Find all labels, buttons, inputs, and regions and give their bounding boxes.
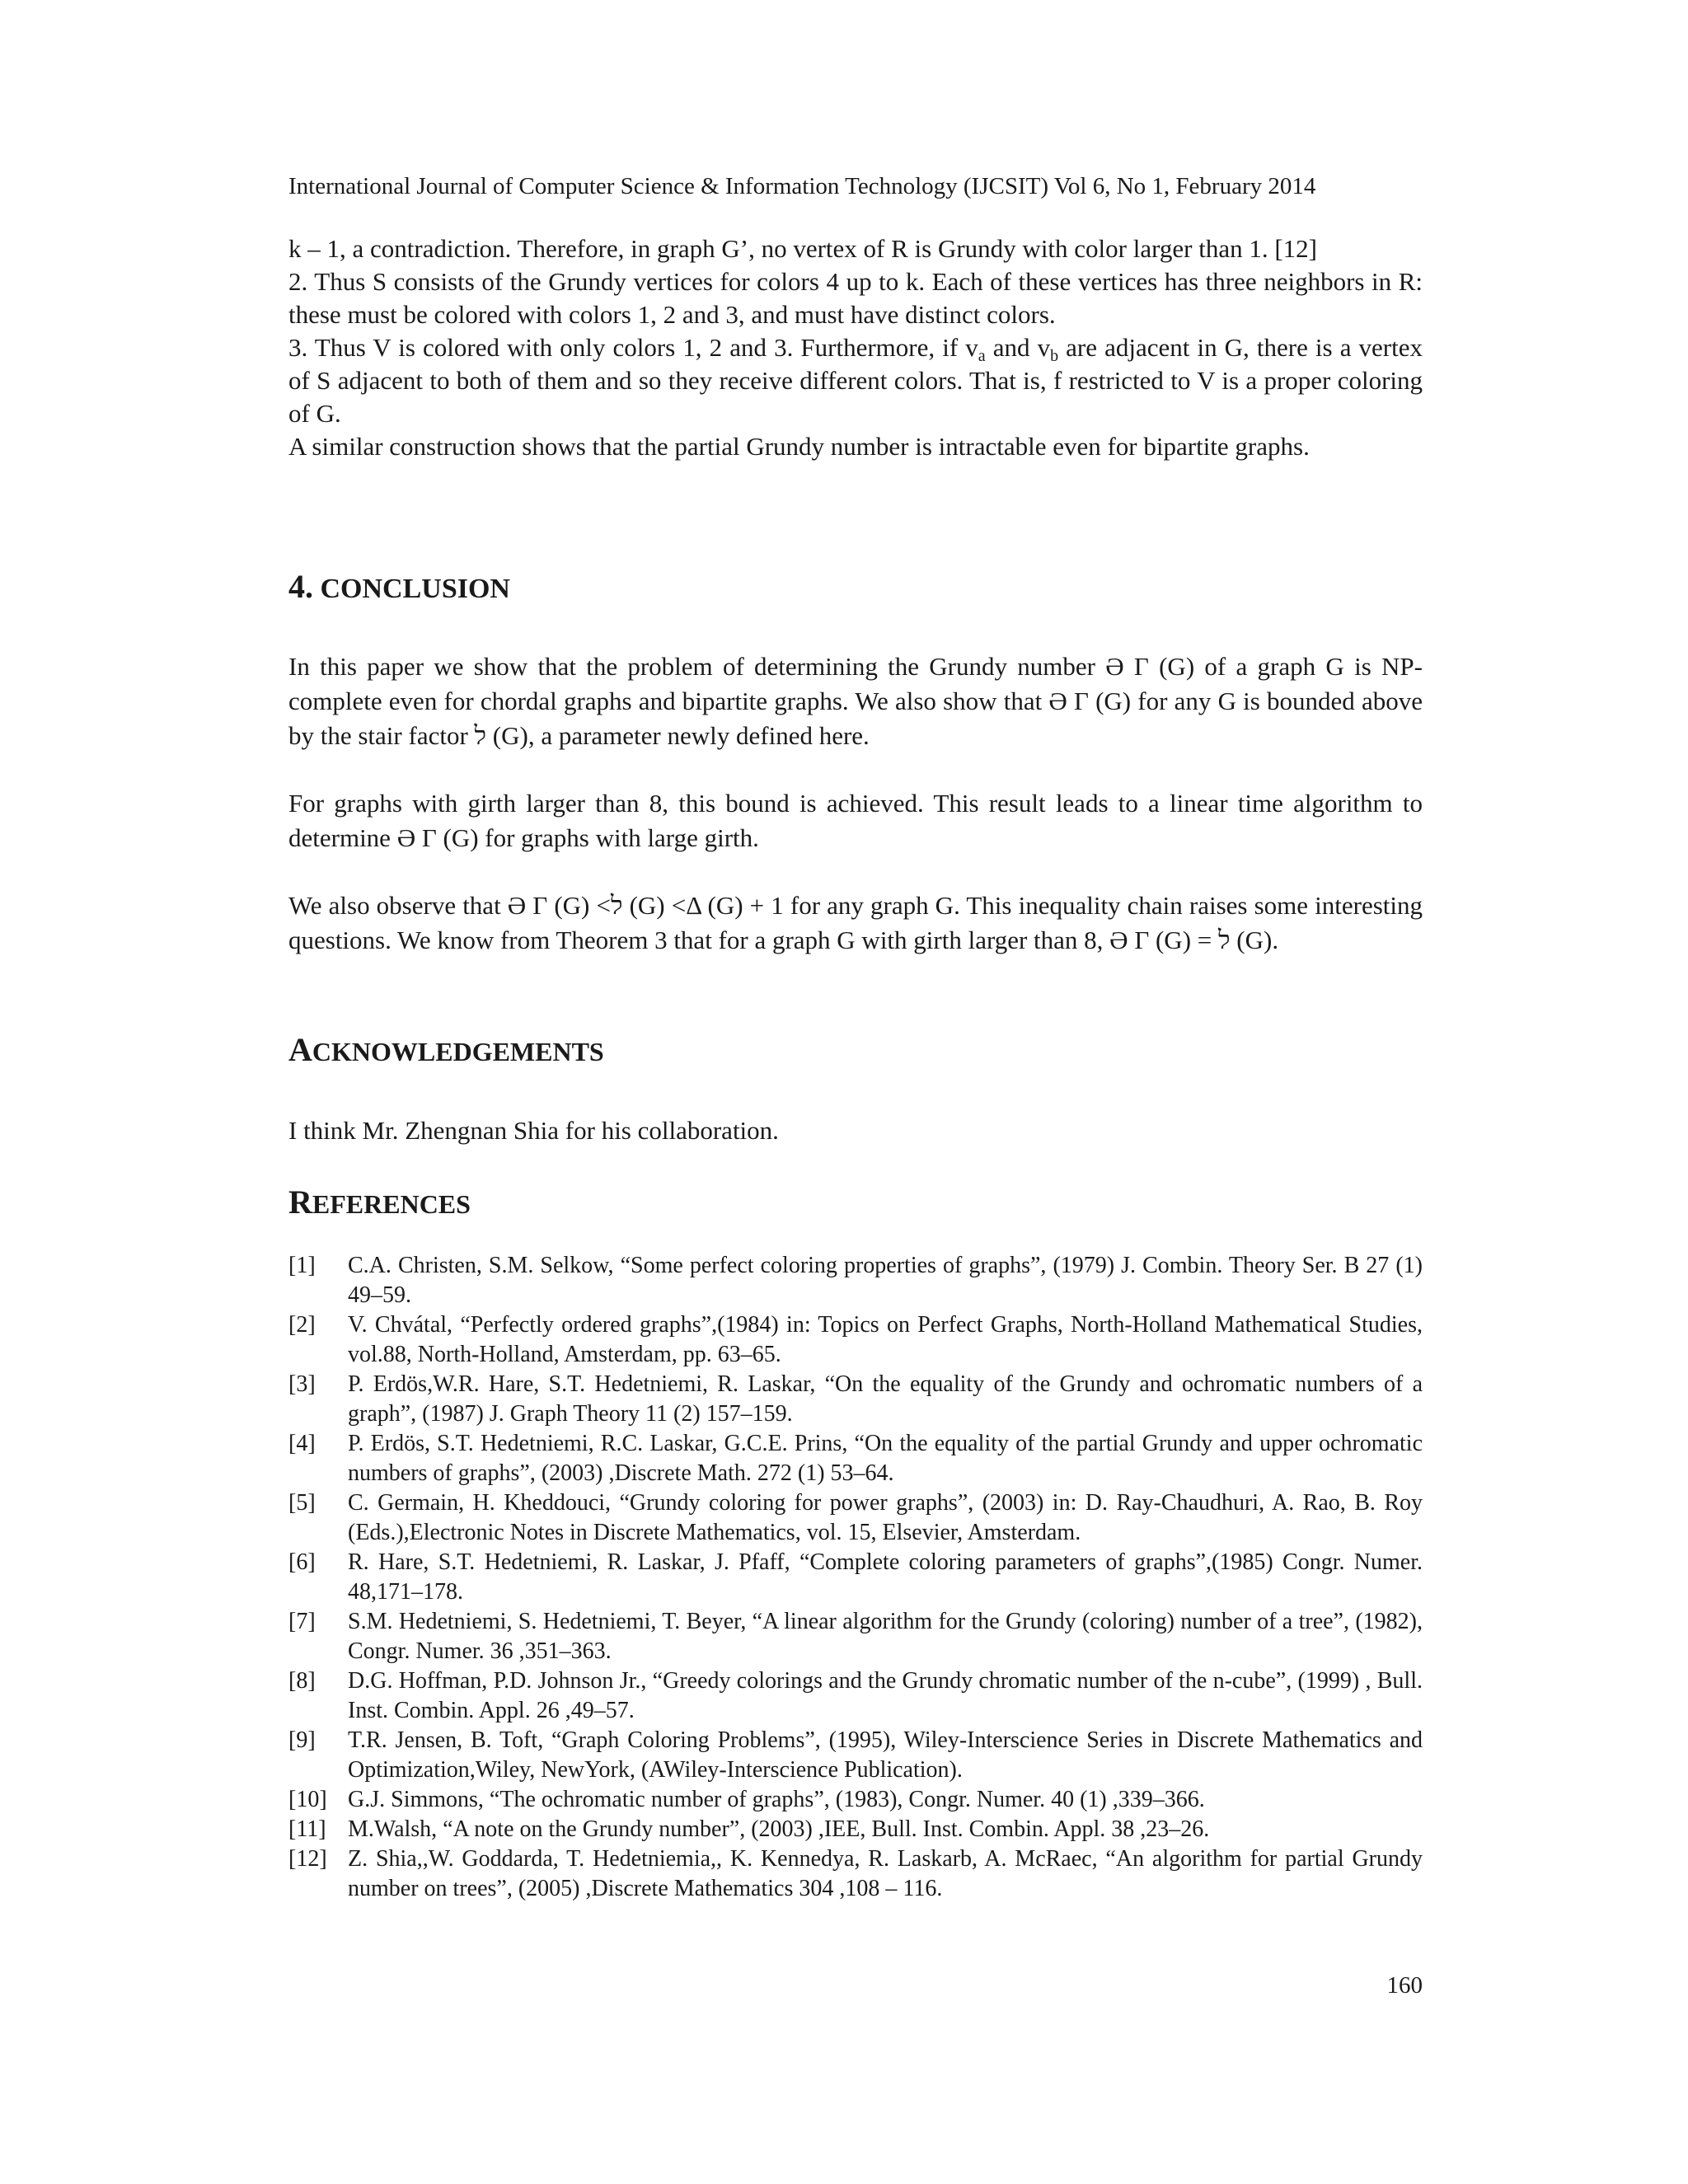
reference-text: D.G. Hoffman, P.D. Johnson Jr., “Greedy colorings and the Grundy chromatic number of the n-cube”, (1999) , Bull. Inst. Combin. Appl. 26 ,49–57. — [348, 1668, 1423, 1723]
reference-number: [3] — [288, 1371, 316, 1397]
reference-number: [4] — [288, 1431, 316, 1456]
references-heading: REFERENCES — [288, 1183, 471, 1221]
reference-number: [6] — [288, 1549, 316, 1575]
reference-text: S.M. Hedetniemi, S. Hedetniemi, T. Beyer, “A linear algorithm for the Grundy (coloring) number of a tree”, (1982), Congr. Numer. 36 ,351–363. — [348, 1609, 1423, 1664]
reference-number: [7] — [288, 1609, 316, 1634]
reference-item — [288, 1370, 1423, 1429]
reference-number: [2] — [288, 1312, 316, 1338]
subscript: b — [1050, 347, 1059, 365]
subscript: a — [978, 347, 986, 365]
conclusion-paragraph: We also observe that Ə Γ (G) <ל (G) <Δ (G) + 1 for any graph G. This inequality chain raises some interesting questions. We know from Theorem 3 that for a graph G with girth larger than 8, Ə Γ (G) = ל (G). — [288, 891, 1423, 954]
reference-item — [288, 1429, 1423, 1488]
reference-number: [12] — [288, 1846, 327, 1872]
proof-paragraph: 2. Thus S consists of the Grundy vertices for colors 4 up to k. Each of these vertices has three neighbors in R: these must be colored with colors 1, 2 and 3, and must have distinct colors. — [288, 267, 1423, 329]
reference-item — [288, 1844, 1423, 1904]
reference-text: M.Walsh, “A note on the Grundy number”, (2003) ,IEE, Bull. Inst. Combin. Appl. 38 ,23–26. — [348, 1816, 1210, 1842]
reference-item — [288, 1548, 1423, 1607]
proof-paragraph: A similar construction shows that the partial Grundy number is intractable even for bipartite graphs. — [288, 432, 1310, 461]
proof-paragraph: k – 1, a contradiction. Therefore, in graph G’, no vertex of R is Grundy with color larger than 1. [12] — [288, 234, 1317, 263]
reference-item — [288, 1607, 1423, 1666]
reference-item — [288, 1726, 1423, 1785]
reference-item — [288, 1815, 1423, 1844]
conclusion-body — [288, 649, 1423, 958]
reference-number: [9] — [288, 1727, 316, 1753]
proof-continuation — [288, 232, 1423, 463]
conclusion-heading — [288, 567, 510, 606]
section-title: CONCLUSION — [320, 574, 510, 604]
reference-text: G.J. Simmons, “The ochromatic number of graphs”, (1983), Congr. Numer. 40 (1) ,339–366. — [348, 1787, 1205, 1812]
reference-text: P. Erdös,W.R. Hare, S.T. Hedetniemi, R. Laskar, “On the equality of the Grundy and ochromatic numbers of a graph”, (1987) J. Graph Theory 11 (2) 157–159. — [348, 1371, 1423, 1427]
reference-number: [1] — [288, 1253, 316, 1278]
reference-text: R. Hare, S.T. Hedetniemi, R. Laskar, J. Pfaff, “Complete coloring parameters of graphs”,(1985) Congr. Numer. 48,171–178. — [348, 1549, 1423, 1605]
page-number: 160 — [1386, 1972, 1423, 1999]
acknowledgements-text: I think Mr. Zhengnan Shia for his collaboration. — [288, 1116, 779, 1145]
reference-item — [288, 1251, 1423, 1310]
conclusion-paragraph: For graphs with girth larger than 8, this bound is achieved. This result leads to a linear time algorithm to determine Ə Γ (G) for graphs with large girth. — [288, 789, 1423, 852]
reference-text: P. Erdös, S.T. Hedetniemi, R.C. Laskar, G.C.E. Prins, “On the equality of the partial Grundy and upper ochromatic numbers of graphs”, (2003) ,Discrete Math. 272 (1) 53–64. — [348, 1431, 1423, 1486]
proof-paragraph: 3. Thus V is colored with only colors 1, 2 and 3. Furthermore, if $v_a$ and $v_b$ are adjacent in G, there is a vertex of S adjacent to both of them and so they receive different colors. That is, f restricted to V is a proper coloring of G. — [288, 333, 1423, 428]
conclusion-paragraph: In this paper we show that the problem of determining the Grundy number Ə Γ (G) of a graph G is NP-complete even for chordal graphs and bipartite graphs. We also show that Ə Γ (G) for any G is bounded above by the stair factor ל (G), a parameter newly defined here. — [288, 652, 1423, 750]
reference-number: [8] — [288, 1668, 316, 1694]
section-number: 4. — [288, 568, 313, 605]
page — [288, 0, 1423, 2184]
reference-text: Z. Shia,,W. Goddarda, T. Hedetniemia,, K. Kennedya, R. Laskarb, A. McRaec, “An algorithm for partial Grundy number on trees”, (2005) ,Discrete Mathematics 304 ,108 – 116. — [348, 1846, 1423, 1901]
reference-item — [288, 1310, 1423, 1370]
reference-text: V. Chvátal, “Perfectly ordered graphs”,(1984) in: Topics on Perfect Graphs, North-Holland Mathematical Studies, vol.88, North-Holland, Amsterdam, pp. 63–65. — [348, 1312, 1423, 1367]
reference-text: C. Germain, H. Kheddouci, “Grundy coloring for power graphs”, (2003) in: D. Ray-Chaudhuri, A. Rao, B. Roy (Eds.),Electronic Notes in Discrete Mathematics, vol. 15, Elsevier, Amsterdam. — [348, 1490, 1423, 1545]
reference-text: T.R. Jensen, B. Toft, “Graph Coloring Problems”, (1995), Wiley-Interscience Series in Discrete Mathematics and Optimization,Wiley, NewYork, (AWiley-Interscience Publication). — [348, 1727, 1423, 1783]
running-header: International Journal of Computer Science & Information Technology (IJCSIT) Vol 6, No 1, February 2014 — [288, 173, 1316, 199]
reference-number: [5] — [288, 1490, 316, 1516]
reference-number: [11] — [288, 1816, 326, 1842]
reference-text: C.A. Christen, S.M. Selkow, “Some perfect coloring properties of graphs”, (1979) J. Combin. Theory Ser. B 27 (1) 49–59. — [348, 1253, 1423, 1308]
acknowledgements-heading: ACKNOWLEDGEMENTS — [288, 1031, 604, 1068]
reference-item — [288, 1785, 1423, 1815]
references-list — [288, 1251, 1423, 1904]
reference-number: [10] — [288, 1787, 327, 1812]
reference-item — [288, 1666, 1423, 1726]
reference-item — [288, 1488, 1423, 1548]
